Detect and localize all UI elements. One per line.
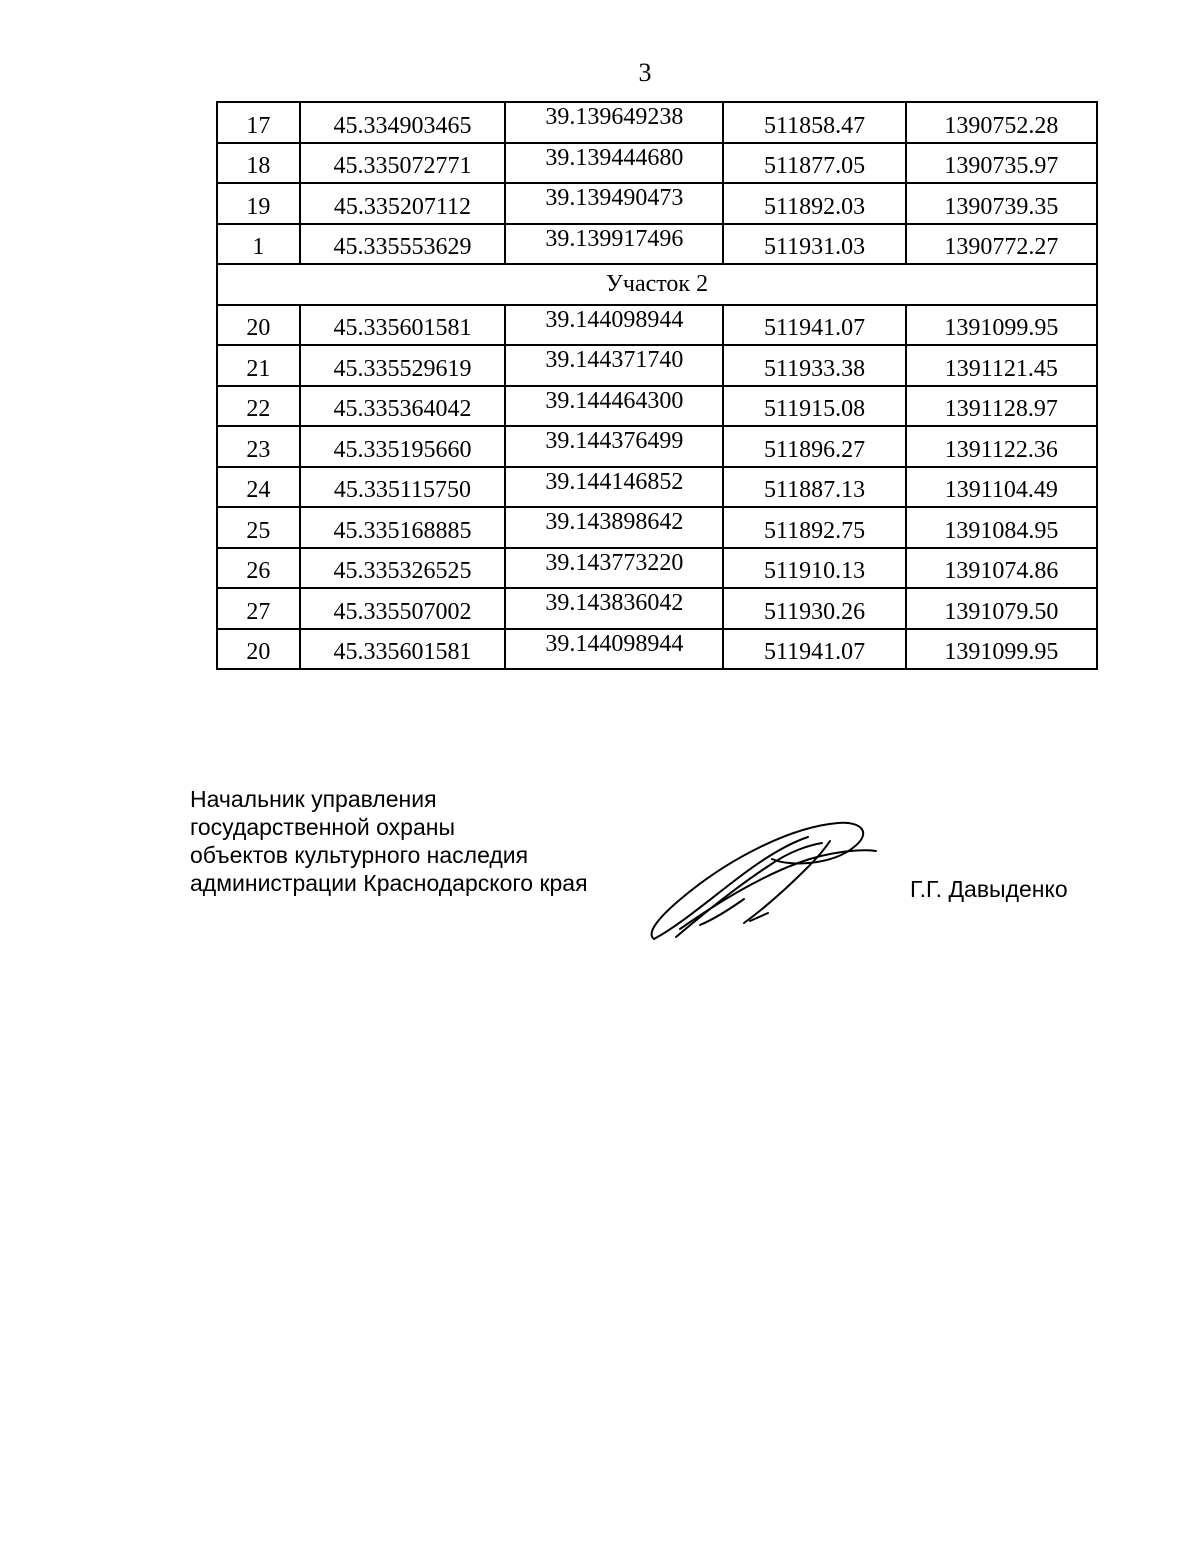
x-coordinate-cell bbox=[723, 305, 905, 346]
cell-text: 1390739.35 bbox=[944, 193, 1059, 220]
cell-text: 21 bbox=[246, 355, 271, 382]
y-coordinate-cell bbox=[906, 426, 1097, 467]
cell-text: 1391104.49 bbox=[944, 477, 1058, 503]
table-body-part1 bbox=[217, 102, 1097, 264]
cell-text: 39.143898642 bbox=[545, 509, 684, 535]
longitude-cell bbox=[505, 102, 723, 143]
x-coordinate-cell bbox=[723, 224, 905, 265]
table-row bbox=[217, 305, 1097, 346]
table-row bbox=[217, 345, 1097, 386]
cell-text: 1391122.36 bbox=[944, 436, 1058, 463]
signer-title-line: администрации Краснодарского края bbox=[190, 870, 588, 896]
cell-text: 25 bbox=[246, 517, 271, 544]
table-row bbox=[217, 386, 1097, 427]
signer-title-line: государственной охраны bbox=[190, 814, 455, 840]
table-row bbox=[217, 629, 1097, 670]
cell-text: 22 bbox=[246, 396, 271, 422]
cell-text: 1391099.95 bbox=[944, 639, 1059, 665]
x-coordinate-cell bbox=[723, 507, 905, 548]
signature-icon bbox=[640, 815, 890, 955]
page-number: 3 bbox=[638, 58, 652, 87]
cell-text: 18 bbox=[246, 153, 271, 179]
cell-text: 19 bbox=[246, 193, 271, 220]
table-row bbox=[217, 426, 1097, 467]
longitude-cell bbox=[505, 386, 723, 427]
latitude-cell bbox=[300, 345, 506, 386]
latitude-cell bbox=[300, 224, 506, 265]
cell-text: 24 bbox=[246, 477, 271, 503]
table-section-row bbox=[217, 264, 1097, 305]
longitude-cell bbox=[505, 588, 723, 629]
latitude-cell bbox=[300, 426, 506, 467]
point-number-cell bbox=[217, 548, 300, 589]
cell-text: 23 bbox=[246, 436, 271, 463]
cell-text: 1391084.95 bbox=[944, 517, 1059, 544]
cell-text: 20 bbox=[246, 315, 271, 341]
cell-text: 39.144371740 bbox=[545, 347, 684, 373]
cell-text: 39.139444680 bbox=[545, 144, 684, 171]
table-row bbox=[217, 467, 1097, 508]
latitude-cell bbox=[300, 588, 506, 629]
cell-text: 1390752.28 bbox=[944, 112, 1059, 139]
point-number-cell bbox=[217, 224, 300, 265]
latitude-cell bbox=[300, 183, 506, 224]
cell-text: 511877.05 bbox=[764, 153, 866, 179]
cell-text: 27 bbox=[246, 598, 271, 625]
y-coordinate-cell bbox=[906, 548, 1097, 589]
latitude-cell bbox=[300, 629, 506, 670]
longitude-cell bbox=[505, 467, 723, 508]
cell-text: 1391074.86 bbox=[944, 558, 1059, 584]
point-number-cell bbox=[217, 629, 300, 670]
signature-block bbox=[190, 785, 588, 897]
cell-text: 39.144464300 bbox=[545, 387, 684, 414]
cell-text: 1391128.97 bbox=[944, 396, 1058, 422]
y-coordinate-cell bbox=[906, 224, 1097, 265]
cell-text: 511941.07 bbox=[764, 639, 866, 665]
cell-text: 511931.03 bbox=[764, 234, 866, 260]
latitude-cell bbox=[300, 467, 506, 508]
y-coordinate-cell bbox=[906, 467, 1097, 508]
latitude-cell bbox=[300, 548, 506, 589]
cell-text: 45.335207112 bbox=[333, 193, 472, 220]
cell-text: 45.335072771 bbox=[333, 153, 472, 179]
x-coordinate-cell bbox=[723, 588, 905, 629]
cell-text: 511910.13 bbox=[764, 558, 866, 584]
cell-text: 39.144376499 bbox=[545, 428, 684, 454]
cell-text: 511892.75 bbox=[764, 517, 866, 544]
cell-text: 45.335326525 bbox=[333, 558, 472, 584]
coordinates-table bbox=[216, 101, 1098, 670]
longitude-cell bbox=[505, 183, 723, 224]
y-coordinate-cell bbox=[906, 143, 1097, 184]
signer-name: Г.Г. Давыденко bbox=[910, 876, 1068, 902]
cell-text: 511930.26 bbox=[764, 598, 866, 625]
longitude-cell bbox=[505, 507, 723, 548]
cell-text: 45.335601581 bbox=[333, 639, 472, 665]
cell-text: 45.335364042 bbox=[333, 396, 472, 422]
cell-text: 45.335115750 bbox=[333, 477, 472, 503]
cell-text: 511892.03 bbox=[764, 193, 866, 220]
table-row bbox=[217, 102, 1097, 143]
cell-text: 39.139649238 bbox=[545, 104, 684, 130]
cell-text: 45.335195660 bbox=[333, 436, 472, 463]
signer-title-line: объектов культурного наследия bbox=[190, 842, 529, 868]
cell-text: 511941.07 bbox=[764, 315, 866, 341]
x-coordinate-cell bbox=[723, 345, 905, 386]
y-coordinate-cell bbox=[906, 588, 1097, 629]
cell-text: 26 bbox=[246, 558, 271, 584]
cell-text: 39.143773220 bbox=[545, 549, 684, 576]
longitude-cell bbox=[505, 224, 723, 265]
latitude-cell bbox=[300, 305, 506, 346]
x-coordinate-cell bbox=[723, 548, 905, 589]
cell-text: 20 bbox=[246, 639, 271, 665]
cell-text: 1390772.27 bbox=[944, 234, 1059, 260]
y-coordinate-cell bbox=[906, 305, 1097, 346]
longitude-cell bbox=[505, 548, 723, 589]
longitude-cell bbox=[505, 426, 723, 467]
longitude-cell bbox=[505, 345, 723, 386]
cell-text: 511896.27 bbox=[764, 436, 866, 463]
point-number-cell bbox=[217, 183, 300, 224]
y-coordinate-cell bbox=[906, 386, 1097, 427]
cell-text: 1 bbox=[252, 234, 265, 260]
point-number-cell bbox=[217, 467, 300, 508]
point-number-cell bbox=[217, 345, 300, 386]
x-coordinate-cell bbox=[723, 386, 905, 427]
cell-text: 1391099.95 bbox=[944, 315, 1059, 341]
x-coordinate-cell bbox=[723, 426, 905, 467]
cell-text: 511858.47 bbox=[764, 112, 866, 139]
table-row bbox=[217, 588, 1097, 629]
cell-text: 17 bbox=[246, 112, 271, 139]
y-coordinate-cell bbox=[906, 102, 1097, 143]
longitude-cell bbox=[505, 305, 723, 346]
point-number-cell bbox=[217, 305, 300, 346]
cell-text: 1390735.97 bbox=[944, 153, 1059, 179]
signer-title-line: Начальник управления bbox=[190, 786, 437, 812]
cell-text: 511887.13 bbox=[764, 477, 866, 503]
cell-text: 511915.08 bbox=[764, 396, 866, 422]
table-body-part2 bbox=[217, 305, 1097, 670]
point-number-cell bbox=[217, 426, 300, 467]
cell-text: 511933.38 bbox=[764, 355, 866, 382]
cell-text: 39.144098944 bbox=[545, 306, 684, 333]
table-row bbox=[217, 507, 1097, 548]
cell-text: 39.139917496 bbox=[545, 225, 684, 252]
latitude-cell bbox=[300, 102, 506, 143]
point-number-cell bbox=[217, 102, 300, 143]
x-coordinate-cell bbox=[723, 467, 905, 508]
cell-text: 45.335529619 bbox=[333, 355, 472, 382]
latitude-cell bbox=[300, 386, 506, 427]
table-row bbox=[217, 548, 1097, 589]
table-row bbox=[217, 224, 1097, 265]
cell-text: 39.144098944 bbox=[545, 630, 684, 657]
cell-text: 45.334903465 bbox=[333, 112, 472, 139]
cell-text: 45.335553629 bbox=[333, 234, 472, 260]
cell-text: 45.335507002 bbox=[333, 598, 472, 625]
section-row bbox=[217, 264, 1097, 305]
cell-text: 45.335601581 bbox=[333, 315, 472, 341]
cell-text: 39.144146852 bbox=[545, 468, 684, 495]
table-row bbox=[217, 143, 1097, 184]
y-coordinate-cell bbox=[906, 345, 1097, 386]
x-coordinate-cell bbox=[723, 183, 905, 224]
latitude-cell bbox=[300, 507, 506, 548]
table-row bbox=[217, 183, 1097, 224]
x-coordinate-cell bbox=[723, 102, 905, 143]
cell-text: 1391121.45 bbox=[944, 355, 1058, 382]
point-number-cell bbox=[217, 507, 300, 548]
y-coordinate-cell bbox=[906, 629, 1097, 670]
x-coordinate-cell bbox=[723, 143, 905, 184]
cell-text: 39.139490473 bbox=[545, 185, 684, 211]
section-title: Участок 2 bbox=[217, 264, 1097, 305]
x-coordinate-cell bbox=[723, 629, 905, 670]
cell-text: 1391079.50 bbox=[944, 598, 1059, 625]
point-number-cell bbox=[217, 143, 300, 184]
point-number-cell bbox=[217, 588, 300, 629]
longitude-cell bbox=[505, 143, 723, 184]
cell-text: 45.335168885 bbox=[333, 517, 472, 544]
y-coordinate-cell bbox=[906, 183, 1097, 224]
cell-text: 39.143836042 bbox=[545, 590, 684, 616]
longitude-cell bbox=[505, 629, 723, 670]
latitude-cell bbox=[300, 143, 506, 184]
y-coordinate-cell bbox=[906, 507, 1097, 548]
point-number-cell bbox=[217, 386, 300, 427]
